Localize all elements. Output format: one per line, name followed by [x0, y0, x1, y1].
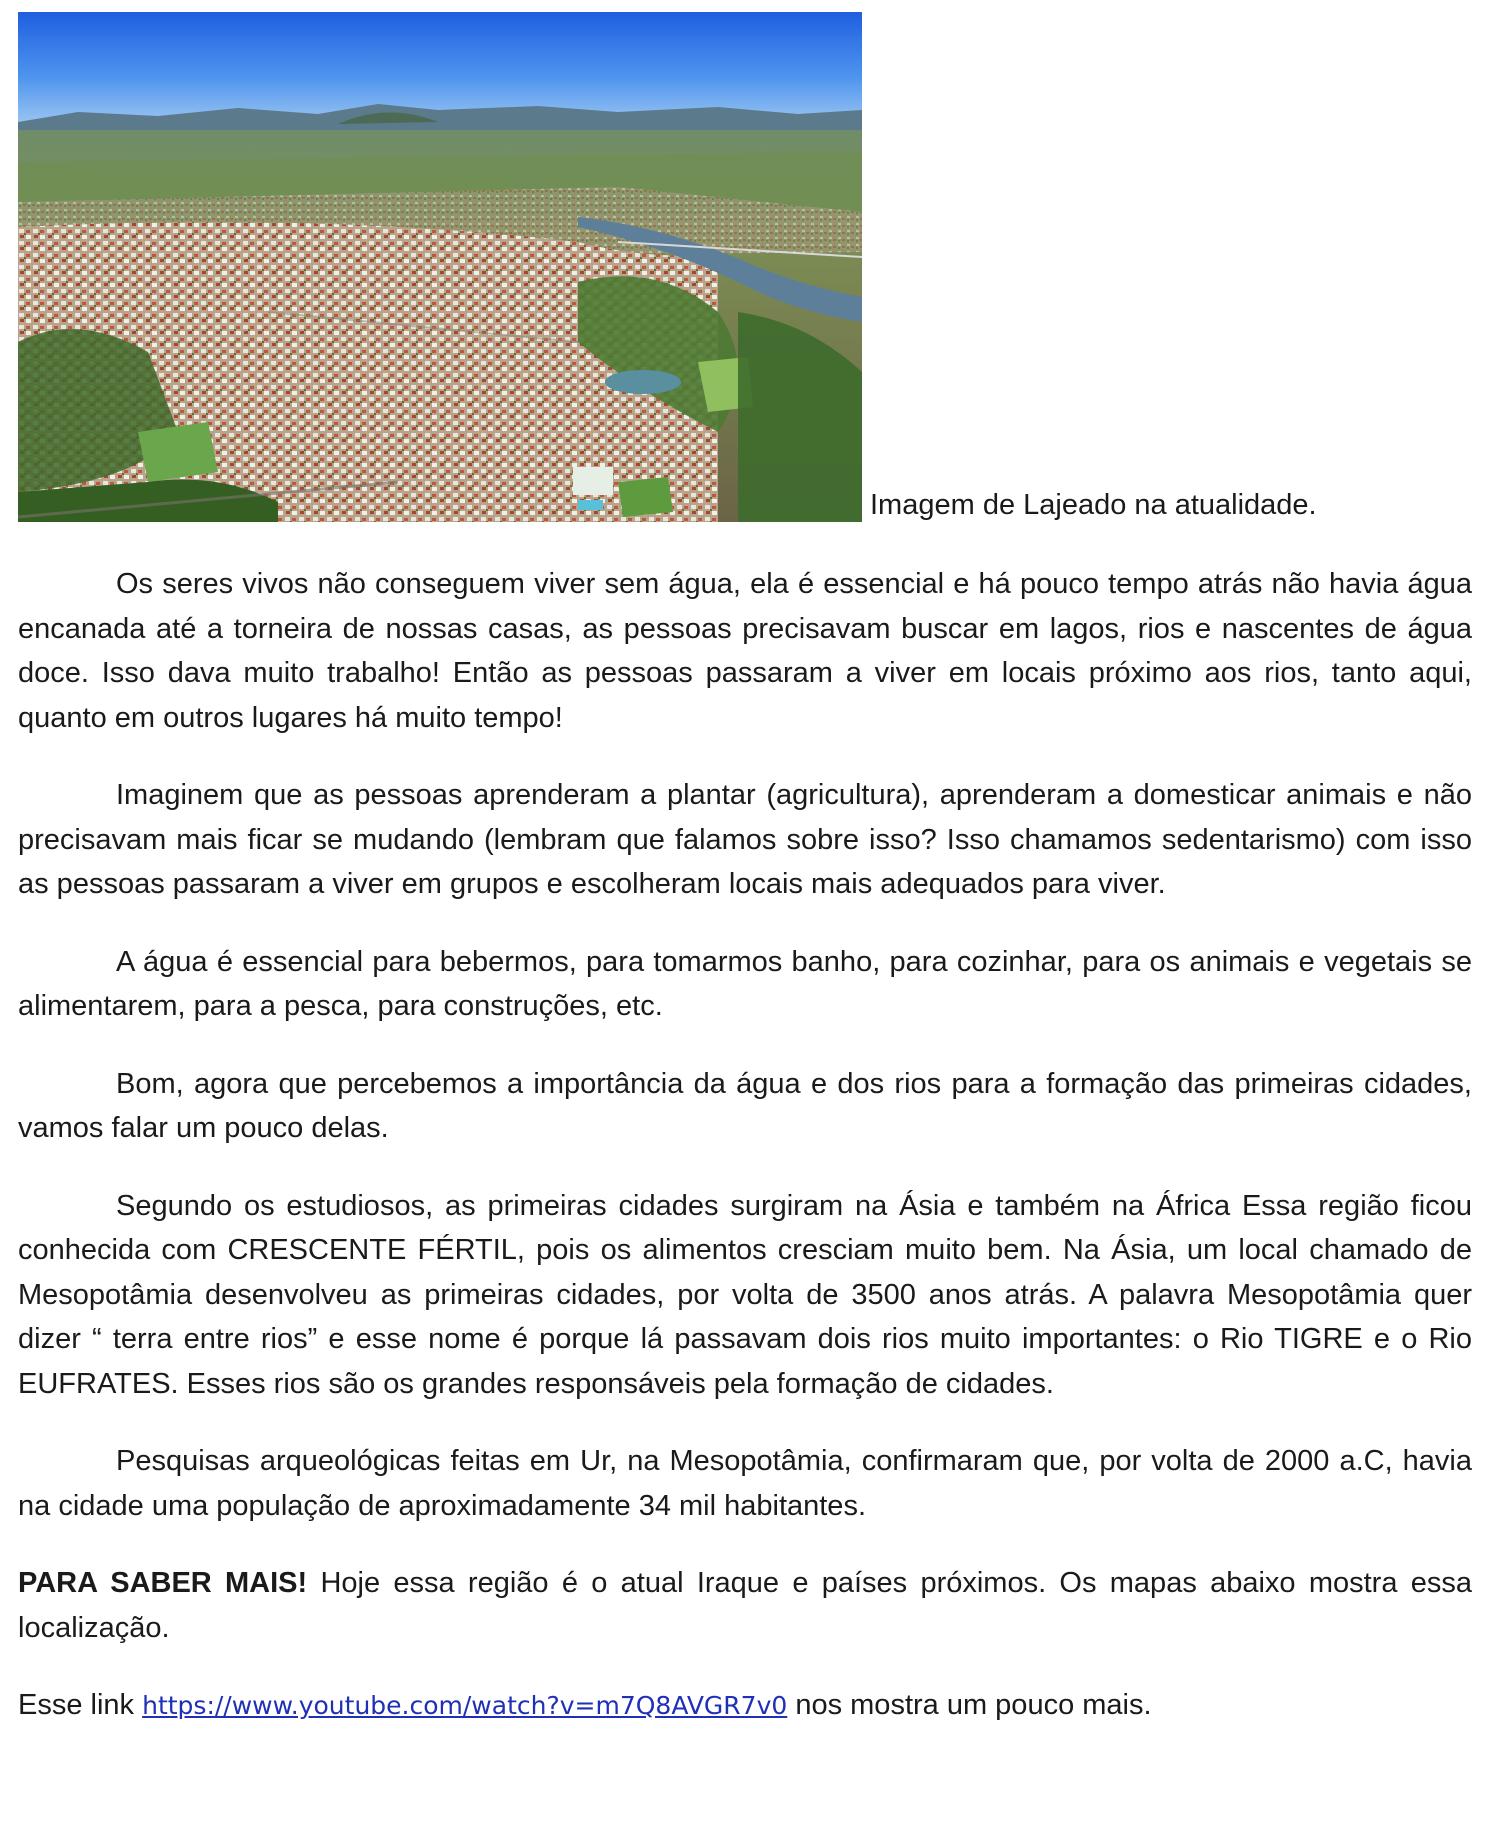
link-outro-text: nos mostra um pouco mais.	[787, 1689, 1152, 1721]
link-intro-text: Esse link	[18, 1689, 143, 1721]
aerial-city-photo	[18, 12, 862, 522]
paragraph-6: Pesquisas arqueológicas feitas em Ur, na Mesopotâmia, confirmaram que, por volta de 2000 a.C, havia na cidade uma população de aproximadamente 34 mil habitantes.	[18, 1445, 1472, 1522]
paragraph-3: A água é essencial para bebermos, para tomarmos banho, para cozinhar, para os animais e vegetais se alimentarem, para a pesca, para construções, etc.	[18, 945, 1472, 1022]
saber-mais-text: Hoje essa região é o atual Iraque e países próximos. Os mapas abaixo mostra essa localização.	[18, 1567, 1473, 1644]
document-page	[18, 12, 1472, 1729]
image-caption: Imagem de Lajeado na atualidade.	[870, 489, 1317, 521]
youtube-link[interactable]: https://www.youtube.com/watch?v=m7Q8AVGR7v0	[142, 1691, 788, 1720]
link-paragraph	[18, 1683, 1472, 1729]
photo-row	[18, 12, 1472, 522]
saber-mais-paragraph	[18, 1561, 1472, 1650]
saber-mais-label: PARA SABER MAIS!	[18, 1567, 308, 1599]
paragraph-1: Os seres vivos não conseguem viver sem água, ela é essencial e há pouco tempo atrás não havia água encanada até a torneira de nossas casas, as pessoas precisavam buscar em lagos, rios e nascentes de água doce. Isso dava muito trabalho! Então as pessoas passaram a viver em locais próximo aos rios, tanto aqui, quanto em outros lugares há muito tempo!	[18, 568, 1472, 734]
paragraph-5: Segundo os estudiosos, as primeiras cidades surgiram na Ásia e também na África Essa região ficou conhecida com CRESCENTE FÉRTIL, pois os alimentos cresciam muito bem. Na Ásia, um local chamado de Mesopotâmia desenvolveu as primeiras cidades, por volta de 3500 anos atrás. A palavra Mesopotâmia quer dizer “ terra entre rios” e esse nome é porque lá passavam dois rios muito importantes: o Rio TIGRE e o Rio EUFRATES. Esses rios são os grandes responsáveis pela formação de cidades.	[18, 1189, 1472, 1400]
paragraph-4: Bom, agora que percebemos a importância da água e dos rios para a formação das primeiras cidades, vamos falar um pouco delas.	[18, 1067, 1472, 1144]
paragraph-2: Imaginem que as pessoas aprenderam a plantar (agricultura), aprenderam a domesticar animais e não precisavam mais ficar se mudando (lembram que falamos sobre isso? Isso chamamos sedentarismo) com isso as pessoas passaram a viver em grupos e escolheram locais mais adequados para viver.	[18, 779, 1472, 900]
